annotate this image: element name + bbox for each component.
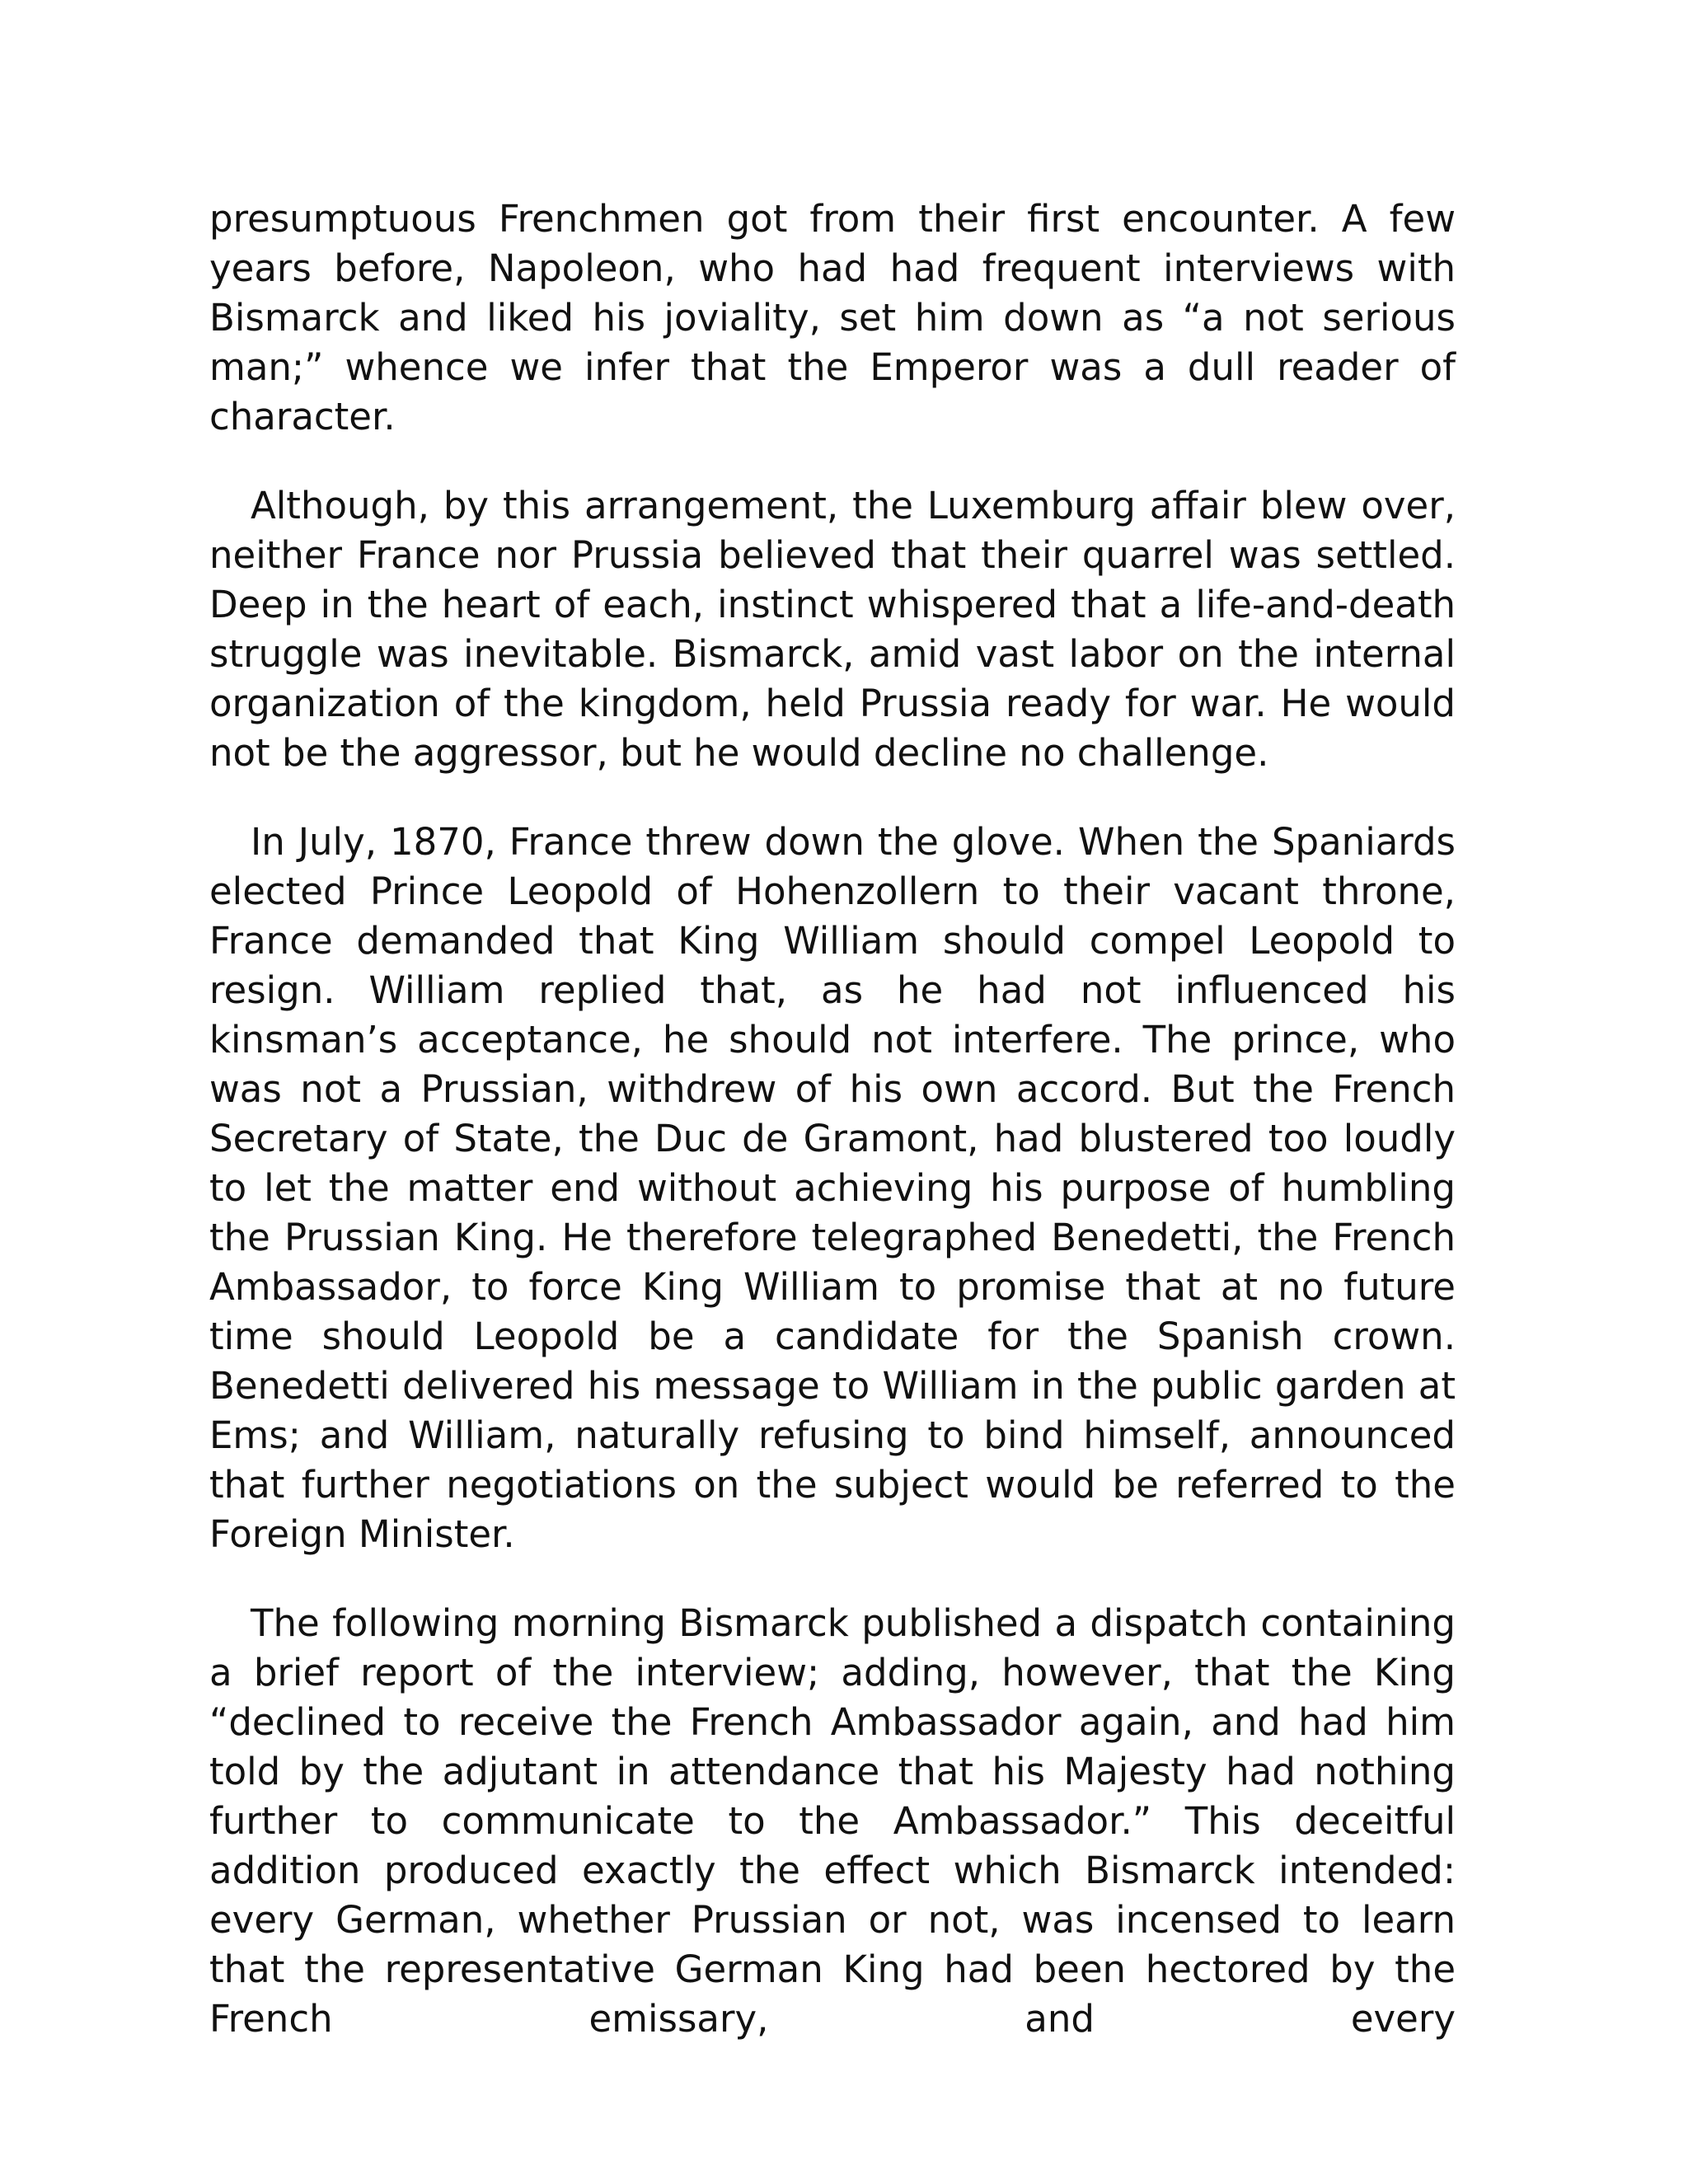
paragraph-1: presumptuous Frenchmen got from their first encounter. A few years before, Napoleon, who had had frequent interviews with Bismarck and liked his joviality, set him down as “a not serious man;” whence we infer that the Emperor was a dull reader of character. <box>209 197 1456 438</box>
paragraph-4: The following morning Bismarck published a dispatch containing a brief report of the interview; adding, however, that the King “declined to receive the French Ambassador again, and had him told by the adjutant in attendance that his Majesty had nothing further to communicate to the Ambassador.” This deceitful addition produced exactly the effect which Bismarck intended: every German, whether Prussian or not, was incensed to learn that the representative German King had been hectored by the French emissary, and every <box>209 1601 1456 2041</box>
document-page <box>209 194 1456 2044</box>
paragraph-2: Although, by this arrangement, the Luxemburg affair blew over, neither France nor Prussia believed that their quarrel was settled. Deep in the heart of each, instinct whispered that a life-and-death struggle was inevitable. Bismarck, amid vast labor on the internal organization of the kingdom, held Prussia ready for war. He would not be the aggressor, but he would decline no challenge. <box>209 484 1456 775</box>
paragraph-3: In July, 1870, France threw down the glove. When the Spaniards elected Prince Leopold of Hohenzollern to their vacant throne, France demanded that King William should compel Leopold to resign. William replied that, as he had not influenced his kinsman’s acceptance, he should not interfere. The prince, who was not a Prussian, withdrew of his own accord. But the French Secretary of State, the Duc de Gramont, had blustered too loudly to let the matter end without achieving his purpose of humbling the Prussian King. He therefore telegraphed Benedetti, the French Ambassador, to force King William to promise that at no future time should Leopold be a candidate for the Spanish crown. Benedetti delivered his message to William in the public garden at Ems; and William, naturally refusing to bind himself, announced that further negotiations on the subject would be referred to the Foreign Minister. <box>209 820 1456 1556</box>
